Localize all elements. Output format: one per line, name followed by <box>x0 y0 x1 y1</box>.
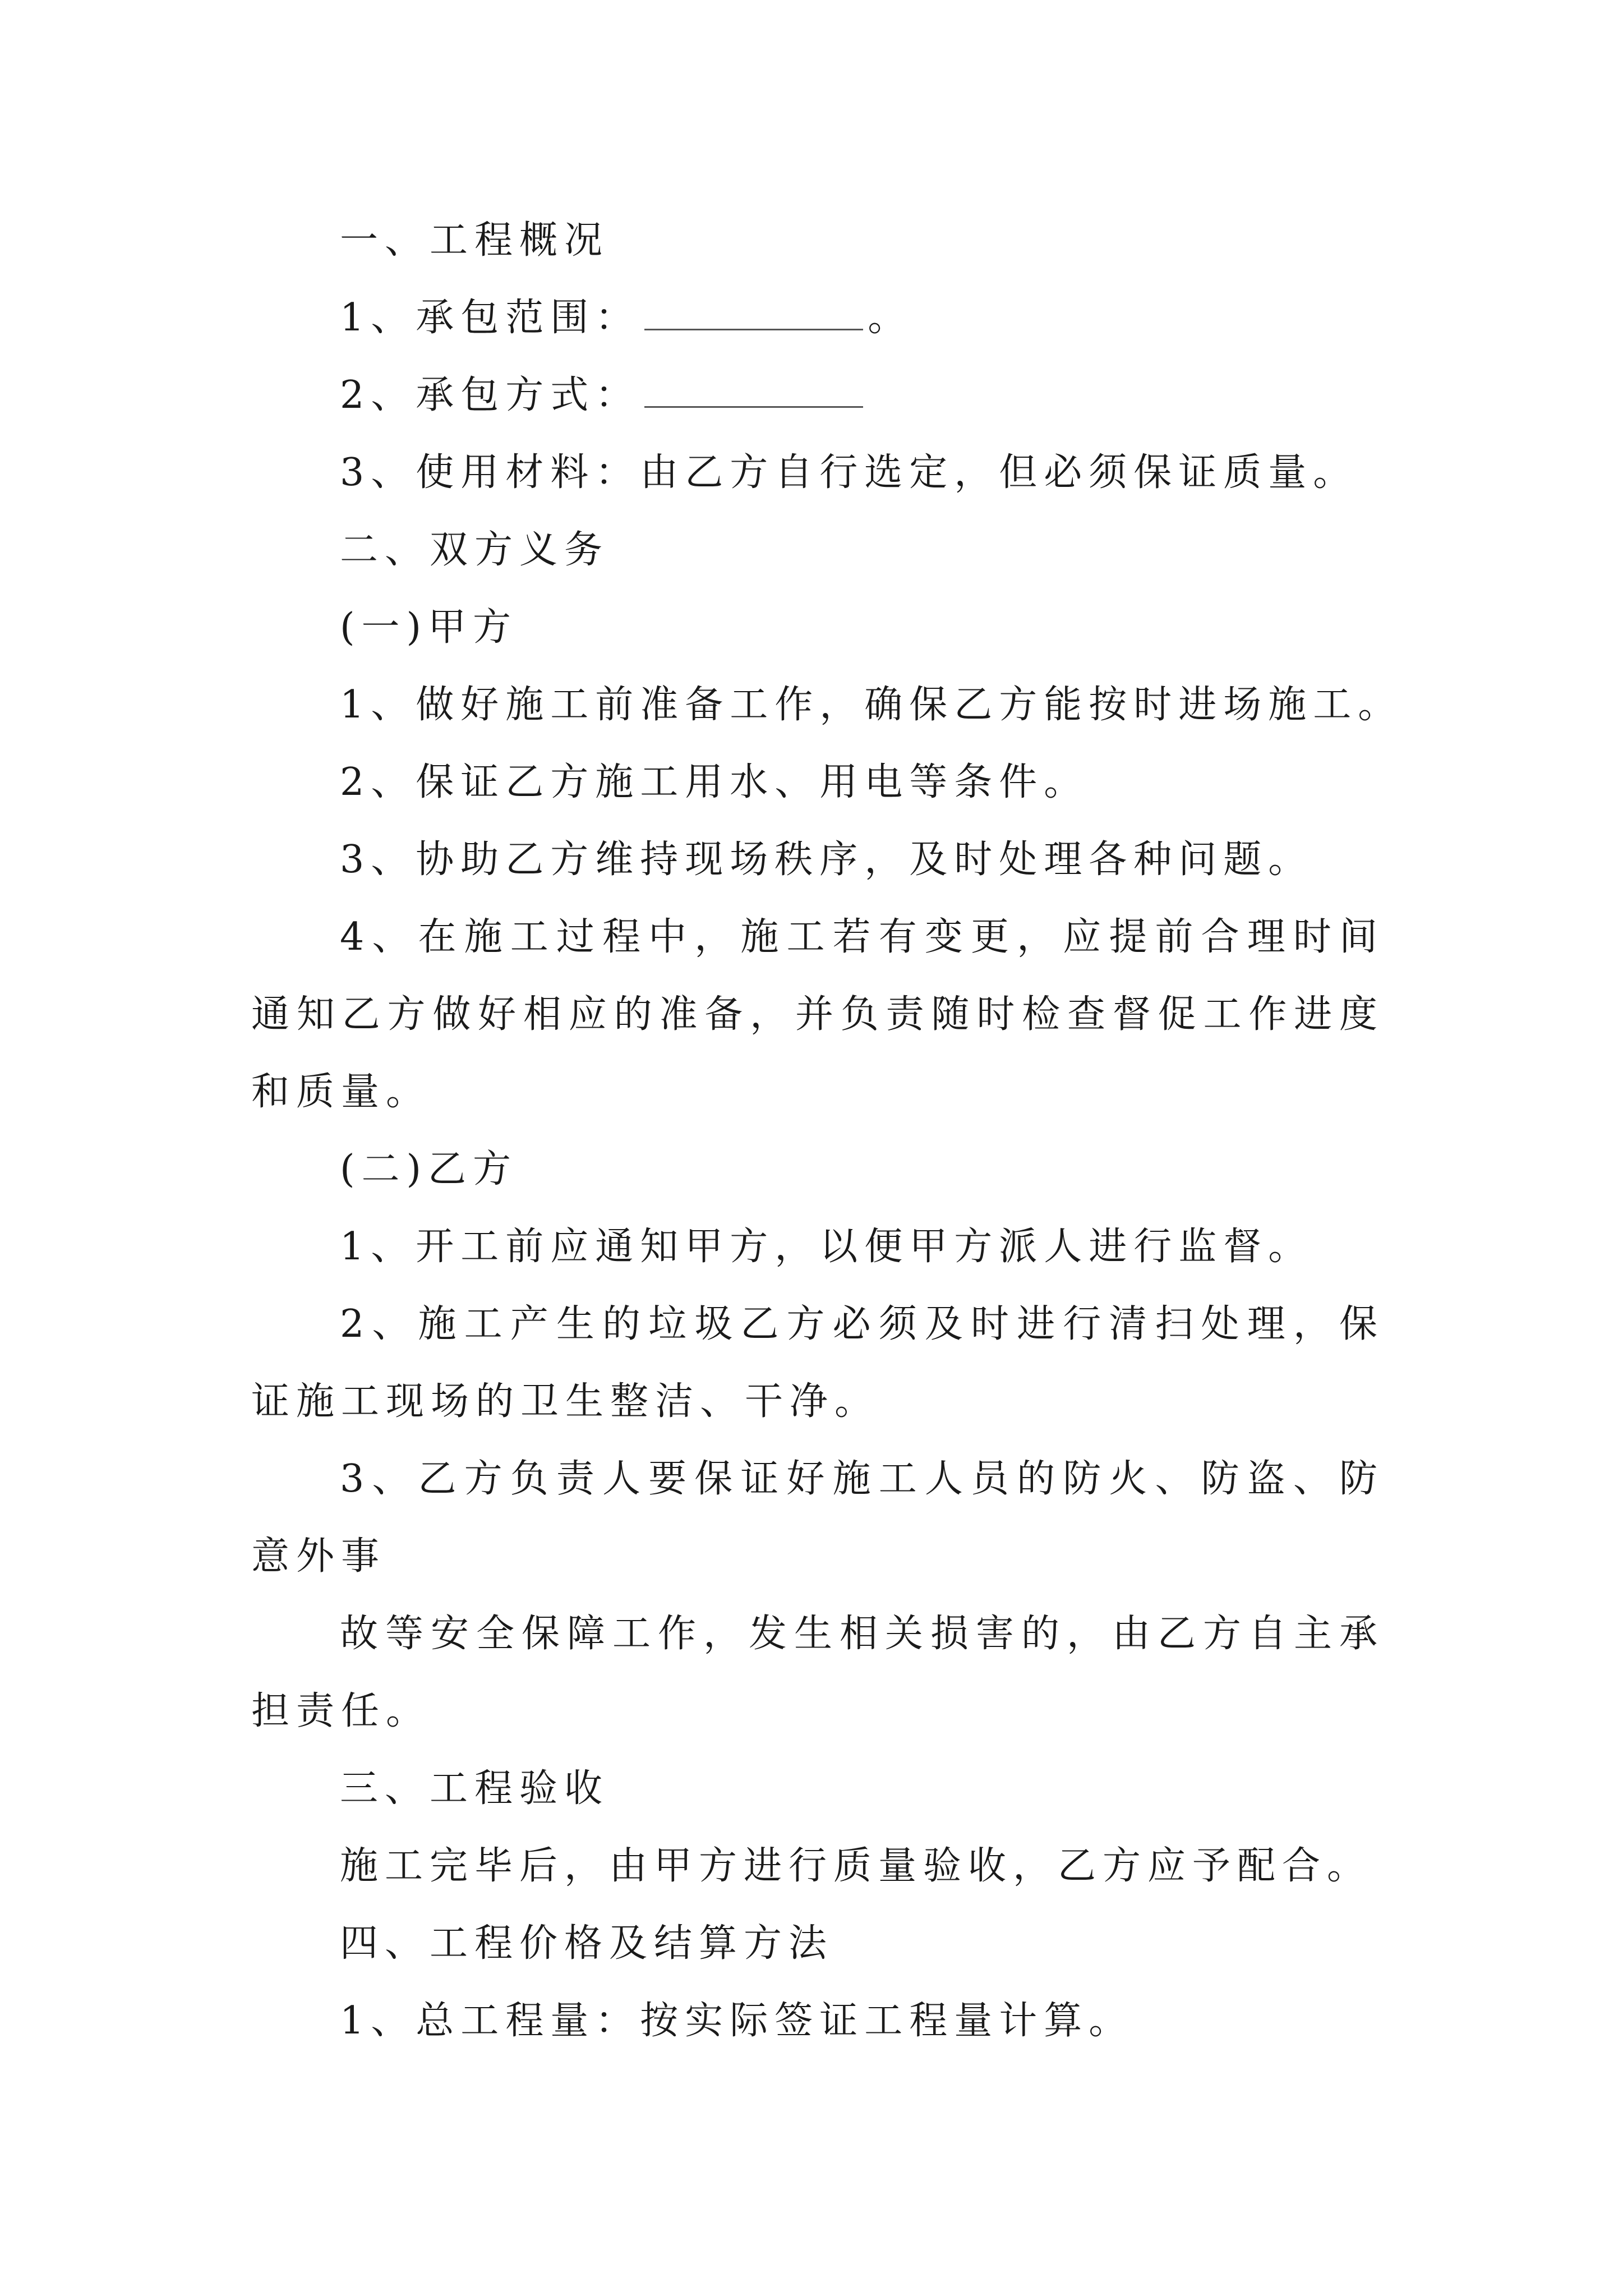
section-heading-4: 四、工程价格及结算方法 <box>340 1921 834 1966</box>
party-a-item-2: 2、保证乙方施工用水、用电等条件。 <box>340 760 1089 804</box>
contract-scope-line <box>251 279 1384 357</box>
party-a-item-3: 3、协助乙方维持现场秩序，及时处理各种问题。 <box>340 838 1313 882</box>
party-b-item-3-continued: 故等安全保障工作，发生相关损害的，由乙方自主承担责任。 <box>251 1612 1384 1733</box>
party-a-item-4: 4、在施工过程中，施工若有变更，应提前合理时间通知乙方做好相应的准备，并负责随时检查督促工作进度和质量。 <box>251 915 1384 1114</box>
materials-item: 3、使用材料：由乙方自行选定，但必须保证质量。 <box>340 450 1358 495</box>
contract-scope-label: 1、承包范围： <box>340 296 640 340</box>
contract-scope-blank <box>644 294 863 330</box>
party-b-item-1: 1、开工前应通知甲方，以便甲方派人进行监督。 <box>340 1225 1313 1269</box>
party-b-heading: (二)乙方 <box>340 1147 518 1191</box>
section-heading-2: 二、双方义务 <box>340 528 610 572</box>
document-body <box>251 202 1403 2060</box>
acceptance-text: 施工完毕后，由甲方进行质量验收，乙方应予配合。 <box>340 1844 1372 1888</box>
contract-method-label: 2、承包方式： <box>340 373 640 417</box>
contract-method-blank <box>644 371 863 408</box>
party-a-heading: (一)甲方 <box>340 605 518 650</box>
party-a-item-1: 1、做好施工前准备工作，确保乙方能按时进场施工。 <box>340 683 1403 727</box>
contract-scope-end: 。 <box>868 296 913 340</box>
section-heading-1: 一、工程概况 <box>340 218 610 263</box>
party-b-item-3: 3、乙方负责人要保证好施工人员的防火、防盗、防意外事 <box>251 1457 1384 1579</box>
contract-method-line <box>251 357 1384 434</box>
pricing-item-1: 1、总工程量：按实际签证工程量计算。 <box>340 1999 1134 2043</box>
party-b-item-2: 2、施工产生的垃圾乙方必须及时进行清扫处理，保证施工现场的卫生整洁、干净。 <box>251 1302 1384 1424</box>
section-heading-3: 三、工程验收 <box>340 1766 610 1811</box>
